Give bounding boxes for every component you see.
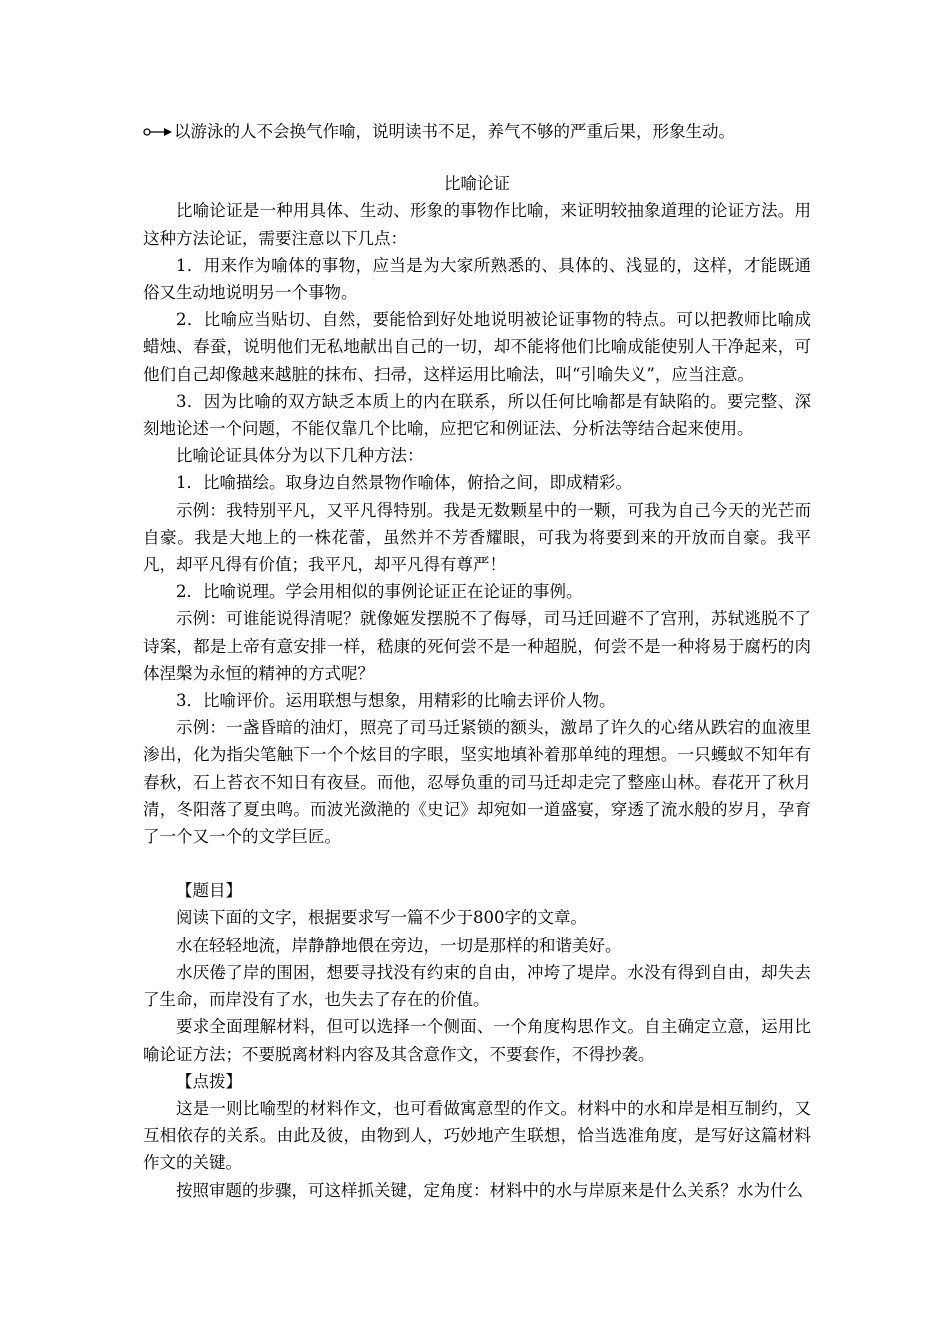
paragraph-task: 阅读下面的文字，根据要求写一篇不少于800字的文章。 xyxy=(176,908,587,928)
paragraph-guidance-1: 这是一则比喻型的材料作文，也可看做寓意型的作文。材料中的水和岸是相互制约，又互相依存的关系。由此及彼，由物到人，巧妙地产生联想，恰当选准角度，是写好这篇材料作文的关键。 xyxy=(143,1098,811,1173)
paragraph-point-1: 1．用来作为喻体的事物，应当是为大家所熟悉的、具体的、浅显的，这样，才能既通俗又生动地说明另一个事物。 xyxy=(143,255,811,303)
document-body xyxy=(143,118,811,1204)
paragraph-guidance-2: 按照审题的步骤，可这样抓关键，定角度：材料中的水与岸原来是什么关系？水为什么 xyxy=(176,1180,803,1200)
paragraph-methods-intro: 比喻论证具体分为以下几种方法： xyxy=(176,446,424,466)
section-spacer xyxy=(143,850,811,877)
paragraph-material-1: 水在轻轻地流，岸静静地偎在旁边，一切是那样的和谐美好。 xyxy=(176,935,622,955)
label-guidance: 【点拨】 xyxy=(176,1071,242,1091)
paragraph-requirements: 要求全面理解材料，但可以选择一个侧面、一个角度构思作文。自主确定立意，运用比喻论证方法；不要脱离材料内容及其含意作文，不要套作，不得抄袭。 xyxy=(143,1017,811,1064)
paragraph-method-2: 2．比喻说理。学会用相似的事例论证正在论证的事例。 xyxy=(176,582,583,602)
paragraph-material-2: 水厌倦了岸的围困，想要寻找没有约束的自由，冲垮了堤岸。水没有得到自由，却失去了生命，而岸没有了水，也失去了存在的价值。 xyxy=(143,962,811,1010)
section-title: 比喻论证 xyxy=(444,174,510,194)
paragraph-method-1: 1．比喻描绘。取身边自然景物作喻体，俯拾之间，即成精彩。 xyxy=(176,473,632,493)
lead-line xyxy=(143,118,811,145)
paragraph-intro: 比喻论证是一种用具体、生动、形象的事物作比喻，来证明较抽象道理的论证方法。用这种方法论证，需要注意以下几点： xyxy=(143,201,811,248)
arrow-bullet-icon xyxy=(143,126,173,138)
paragraph-example-1: 示例：我特别平凡，又平凡得特别。我是无数颗星中的一颗，可我为自己今天的光芒而自豪。我是大地上的一株花蕾，虽然并不芳香耀眼，可我为将要到来的开放而自豪。我平凡，却平凡得有价值；我平凡，却平凡得有尊严！ xyxy=(143,500,811,575)
paragraph-example-3: 示例：一盏昏暗的油灯，照亮了司马迁紧锁的额头，激昂了许久的心绪从跌宕的血液里渗出，化为指尖笔触下一个个炫目的字眼，坚实地填补着那单纯的理想。一只蠖蚁不知年有春秋，石上苔衣不知日有夜昼。而他，忍辱负重的司马迁却走完了整座山林。春花开了秋月清，冬阳落了夏虫鸣。而波光潋滟的《史记》却宛如一道盛宴，穿透了流水般的岁月，孕育了一个又一个的文学巨匠。 xyxy=(143,718,811,847)
paragraph-example-2: 示例：可谁能说得清呢？就像姬发摆脱不了侮辱，司马迁回避不了宫刑，苏轼逃脱不了诗案，都是上帝有意安排一样，嵇康的死何尝不是一种超脱，何尝不是一种将易于腐朽的肉体涅槃为永恒的精神的方式呢？ xyxy=(143,609,811,683)
paragraph-method-3: 3．比喻评价。运用联想与想象，用精彩的比喻去评价人物。 xyxy=(176,691,616,711)
paragraph-point-3: 3．因为比喻的双方缺乏本质上的内在联系，所以任何比喻都是有缺陷的。要完整、深刻地论述一个问题，不能仅靠几个比喻，应把它和例证法、分析法等结合起来使用。 xyxy=(143,391,811,439)
paragraph-point-2: 2．比喻应当贴切、自然，要能恰到好处地说明被论证事物的特点。可以把教师比喻成蜡烛、春蚕，说明他们无私地献出自己的一切，却不能将他们比喻成能使别人干净起来，可他们自己却像越来越脏的抹布、扫帚，这样运用比喻法，叫“引喻失义”，应当注意。 xyxy=(143,310,811,384)
lead-text: 以游泳的人不会换气作喻，说明读书不足，养气不够的严重后果，形象生动。 xyxy=(174,122,735,141)
label-topic: 【题目】 xyxy=(176,881,242,901)
